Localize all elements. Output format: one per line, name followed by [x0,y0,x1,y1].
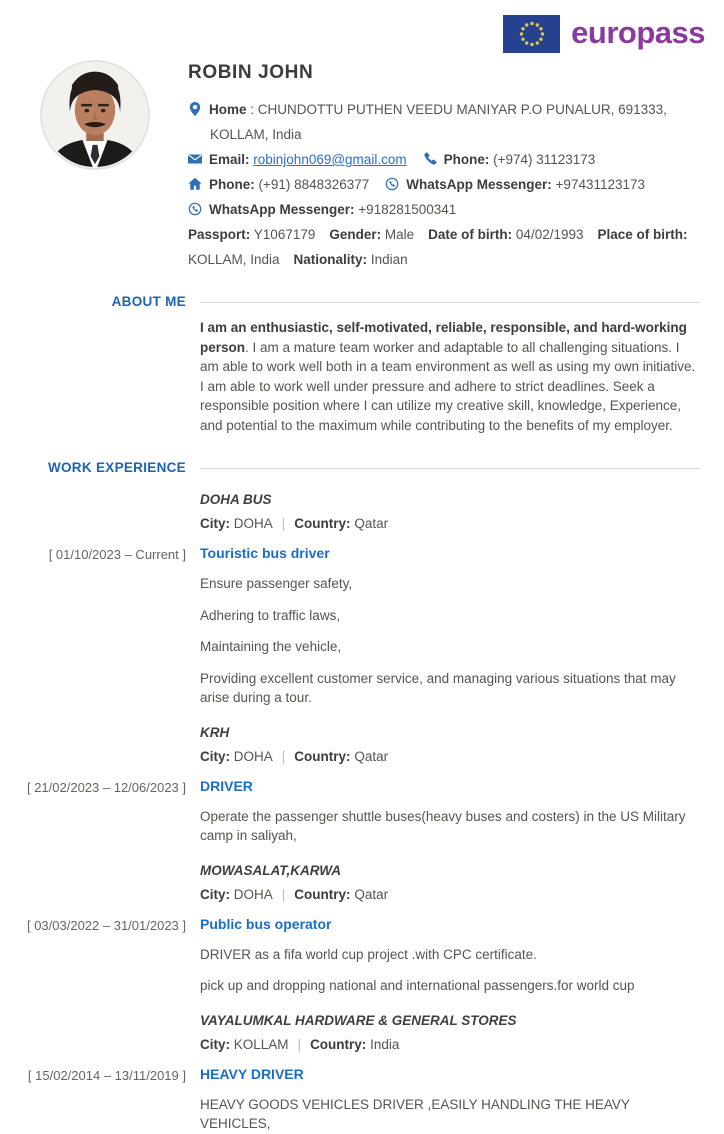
phone1-label: Phone: [443,152,490,167]
gender-label: Gender: [329,227,382,242]
job-title: Public bus operator [200,915,332,932]
city-label: City: [200,886,230,902]
passport-value: Y1067179 [253,227,316,242]
europass-logo [503,15,705,53]
employer-name: VAYALUMKAL HARDWARE & GENERAL STORES [200,1012,517,1028]
separator: | [281,748,286,764]
email-link[interactable]: robinjohn069@gmail.com [253,152,407,167]
pob-value: KOLLAM, India [188,252,280,267]
europass-wordmark: europass [571,14,705,50]
description-line: HEAVY GOODS VEHICLES DRIVER ,EASILY HANDLING THE HEAVY VEHICLES, [200,1096,630,1131]
separator: | [297,1036,302,1052]
home-phone-icon [188,177,202,191]
gender-value: Male [384,227,415,242]
job-title: HEAVY DRIVER [200,1065,304,1082]
description-line: DRIVER as a fifa world cup project .with CPC certificate. [200,946,537,962]
job-dates: [ 01/10/2023 – Current ] [48,547,186,562]
job-title: DRIVER [200,777,253,794]
dob-value: 04/02/1993 [515,227,584,242]
country-label: Country: [294,516,351,531]
personal-details-line [188,222,700,272]
description-line: Operate the passenger shuttle buses(heavy buses and costers) in the US Military camp in saliyah, [200,808,686,843]
wa2-value: +918281500341 [358,202,457,217]
home-label: Home [209,102,247,117]
passport-label: Passport: [188,227,251,242]
city-value: DOHA [233,886,273,902]
job-dates: [ 15/02/2014 – 13/11/2019 ] [27,1067,186,1083]
separator: | [281,886,286,902]
nationality-label: Nationality: [293,252,368,267]
city-country-row [200,1037,700,1052]
job-description [200,933,700,996]
contact-line-phone-whatsapp [188,172,700,197]
country-value: India [370,1036,400,1052]
location-pin-icon [188,102,202,116]
whatsapp-icon [385,177,399,191]
work-experience-section [0,457,724,1134]
city-value: KOLLAM [233,1036,289,1052]
employer-name: KRH [200,724,230,740]
contact-line-home [188,97,700,147]
country-label: Country: [310,1036,367,1052]
pob-label: Place of birth: [597,227,688,242]
description-line: Ensure passenger safety, [200,576,353,591]
description-line: Providing excellent customer service, and managing various situations that may arise during a tour. [200,670,676,705]
separator: | [281,516,286,531]
job-title: Touristic bus driver [200,545,330,561]
job-dates: [ 21/02/2023 – 12/06/2023 ] [26,779,186,795]
nationality-value: Indian [370,252,408,267]
country-value: Qatar [354,886,389,902]
dob-label: Date of birth: [428,227,513,242]
contact-line-whatsapp2 [188,197,700,222]
about-heading: ABOUT ME [111,294,186,309]
about-text [200,318,700,435]
section-divider [200,468,700,469]
city-country-row [200,749,700,764]
description-line: pick up and dropping national and international passengers.for world cup [200,978,635,993]
city-country-row [200,887,700,902]
country-value: Qatar [354,516,389,531]
employer-name: DOHA BUS [200,492,272,507]
contact-line-email-phone [188,147,700,172]
identity-block [188,60,700,272]
job-description [200,1083,700,1134]
city-label: City: [200,748,230,764]
home-value: : CHUNDOTTU PUTHEN VEEDU MANIYAR P.O PUNALUR, 691333, KOLLAM, India [210,102,667,142]
profile-photo [40,60,150,170]
about-body: . I am a mature team worker and adaptable to all challenging situations. I am able to work well both in a team environment as well as using my own initiative. I am able to work well under pressure and adhere to strict deadlines. Seek a responsible position where I can utilize my creative skill, knowledge, Experience, and potential to the maximum while contributing to the benefits of my employer. [200,339,696,433]
country-label: Country: [294,748,351,764]
phone2-label: Phone: [209,177,255,192]
city-country-row [200,516,700,531]
phone2-value: (+91) 8848326377 [258,177,370,192]
job-description [200,562,700,708]
whatsapp-icon [188,202,202,216]
city-label: City: [200,516,230,531]
phone-icon [423,152,437,166]
section-divider [200,302,700,303]
email-icon [188,152,202,166]
job-dates: [ 03/03/2022 – 31/01/2023 ] [26,917,186,933]
country-value: Qatar [354,748,389,764]
about-lead: I am an enthusiastic, self-motivated, reliable, responsible, and hard-working person [200,320,687,355]
candidate-name: ROBIN JOHN [188,62,314,83]
about-section [0,291,724,435]
wa1-value: +97431123173 [555,177,646,192]
eu-stars-icon [517,19,547,49]
work-heading: WORK EXPERIENCE [47,460,186,475]
employer-name: MOWASALAT,KARWA [200,862,341,878]
city-value: DOHA [233,748,273,764]
wa1-label: WhatsApp Messenger: [406,177,552,192]
city-value: DOHA [233,516,273,531]
description-line: Adhering to traffic laws, [200,607,341,623]
description-line: Maintaining the vehicle, [200,639,342,654]
eu-flag-icon [503,15,560,53]
phone1-value: (+974) 31123173 [493,152,596,167]
wa2-label: WhatsApp Messenger: [209,202,355,217]
job-description [200,795,700,846]
country-label: Country: [294,886,351,902]
email-label: Email: [209,152,250,167]
city-label: City: [200,1036,230,1052]
